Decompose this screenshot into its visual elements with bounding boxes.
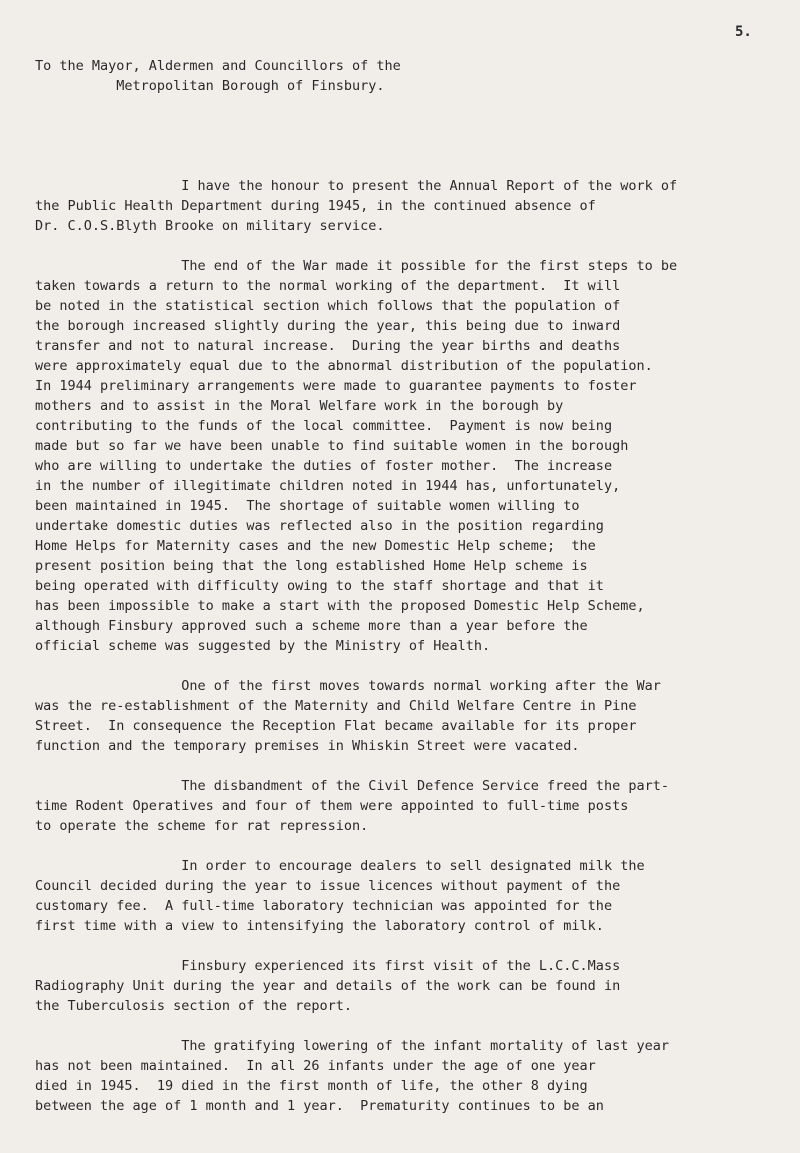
report-body [35,176,780,1136]
paragraph-infant-mortality: The gratifying lowering of the infant mortality of last year has not been maintained. In all 26 infants under the age of one year died in 1945. 19 died in the first month of life, the other 8 dying between the age of 1 month and 1 year. Prematurity continues to be an [35,1038,669,1114]
paragraph-mass-radiography: Finsbury experienced its first visit of the L.C.C.Mass Radiography Unit during the year and details of the work can be found in the Tuberculosis section of the report. [35,958,621,1014]
paragraph-civil-defence: The disbandment of the Civil Defence Service freed the part- time Rodent Operatives and four of them were appointed to full-time posts to operate the scheme for rat repression. [35,778,669,834]
page-number: 5. [735,24,752,40]
paragraph-milk-licences: In order to encourage dealers to sell designated milk the Council decided during the year to issue licences without payment of the customary fee. A full-time laboratory technician was appointed for the first time with a view to intensifying the laboratory control of milk. [35,858,645,934]
paragraph-maternity-centre: One of the first moves towards normal working after the War was the re-establishment of the Maternity and Child Welfare Centre in Pine Street. In consequence the Reception Flat became available for its proper function and the temporary premises in Whiskin Street were vacated. [35,678,661,754]
address-line: Metropolitan Borough of Finsbury. [35,78,385,94]
paragraph-end-of-war: The end of the War made it possible for the first steps to be taken towards a return to the normal working of the department. It will be noted in the statistical section which follows that the population of the borough increased slightly during the year, this being due to inward transfer and not to natural increase. During the year births and deaths were approximately equal due to the abnormal distribution of the population. In 1944 preliminary arrangements were made to guarantee payments to foster mothers and to assist in the Moral Welfare work in the borough by contributing to the funds of the local committee. Payment is now being made but so far we have been unable to find suitable women in the borough who are willing to undertake the duties of foster mother. The increase in the number of illegitimate children noted in 1944 has, unfortunately, been maintained in 1945. The shortage of suitable women willing to undertake domestic duties was reflected also in the position regarding Home Helps for Maternity cases and the new Domestic Help scheme; the present position being that the long established Home Help scheme is being operated with difficulty owing to the staff shortage and that it has been impossible to make a start with the proposed Domestic Help Scheme, although Finsbury approved such a scheme more than a year before the official scheme was suggested by the Ministry of Health. [35,258,678,654]
paragraph-introduction: I have the honour to present the Annual Report of the work of the Public Health Department during 1945, in the continued absence of Dr. C.O.S.Blyth Brooke on military service. [35,178,678,234]
address-block [35,56,401,96]
address-line: To the Mayor, Aldermen and Councillors of the [35,58,401,74]
